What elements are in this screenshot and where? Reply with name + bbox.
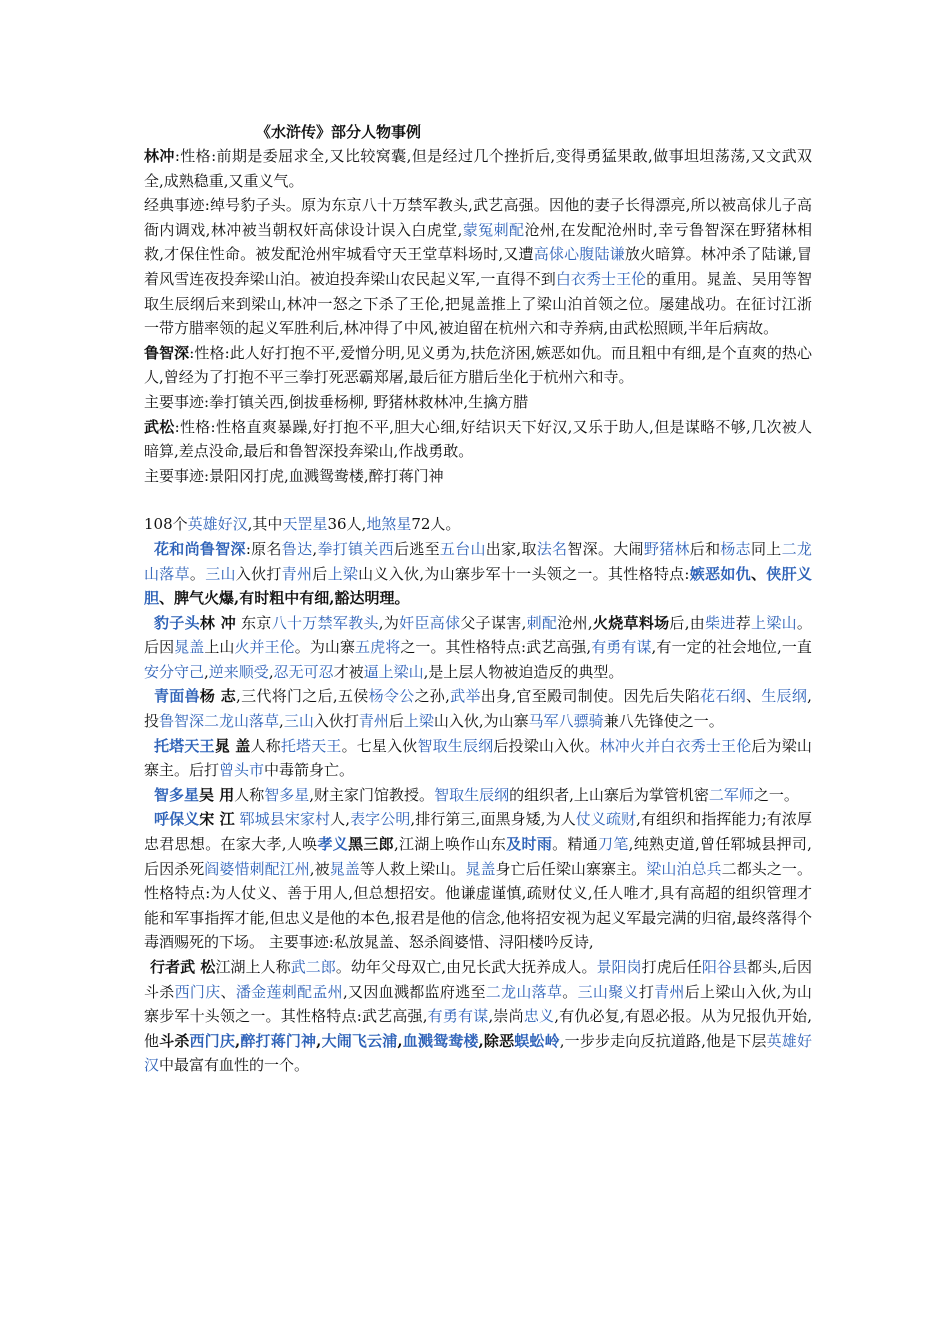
text-run: ,被: [309, 859, 330, 878]
link-text[interactable]: 逼上梁山: [363, 662, 424, 681]
text-run: 72人。: [411, 515, 461, 534]
link-text[interactable]: 白衣秀士王伦: [555, 269, 647, 288]
text-run: ,财主家门馆教授。: [309, 785, 435, 804]
bold-text: 火烧草料场: [592, 613, 670, 632]
link-text[interactable]: 逆来顺受: [208, 662, 269, 681]
text-run: 后: [312, 564, 328, 583]
link-text[interactable]: 上梁: [403, 712, 434, 731]
link-text[interactable]: 阳谷县: [701, 958, 748, 976]
text-run: 出家,取: [485, 539, 537, 558]
link-text[interactable]: 三山: [283, 712, 314, 731]
text-run: ,: [279, 712, 284, 731]
paragraph-wu-song-character: [144, 415, 812, 464]
link-text[interactable]: 生辰纲: [761, 687, 808, 706]
text-run: 。精通: [552, 835, 599, 854]
link-text[interactable]: 有勇有谋: [427, 1007, 489, 1026]
link-text[interactable]: 智取生辰纲: [417, 736, 494, 755]
text-run: 人,: [330, 810, 350, 829]
paragraph-heroes-count: [144, 512, 812, 537]
link-text[interactable]: 林冲火并白衣秀士王伦: [599, 736, 752, 755]
text-run: 打虎后任: [641, 958, 702, 976]
text-run: 、: [220, 982, 236, 1001]
bold-text: ,: [397, 1031, 403, 1050]
text-run: 都头,后因斗杀: [144, 958, 812, 1001]
text-run: 入伙打: [235, 564, 282, 583]
text-run: ,为: [378, 613, 400, 632]
text-run: 等人救上梁山。: [359, 859, 466, 878]
bold-text: 宋 江: [199, 810, 235, 829]
link-text[interactable]: 有勇有谋: [591, 638, 652, 657]
text-run: 。后因: [144, 613, 812, 657]
bold-text: 吴 用: [199, 785, 235, 804]
text-run: ,: [312, 539, 318, 558]
text-run: 。: [562, 982, 578, 1001]
text-run: 沧州,在发配沧州时,幸亏鲁智深在野猪林相救,才保住性命。被发配沧州牢城看守天王堂草料场时,又遭: [144, 220, 812, 264]
text-run: 才被: [333, 662, 364, 681]
link-text[interactable]: 及时雨: [506, 835, 553, 854]
link-text[interactable]: 杨令公: [368, 687, 415, 706]
text-run: ,是上层人物被迫造反的典型。: [423, 662, 624, 681]
text-run: 放火暗算。林冲杀了陆谦,冒着风雪连夜投奔梁山泊。被迫投奔梁山农民起义军,一直得不到: [144, 245, 812, 288]
link-text[interactable]: 五台山: [439, 539, 486, 558]
link-text[interactable]: 晁盖: [329, 859, 360, 878]
paragraph-song-jiang: [144, 807, 812, 955]
text-run: ,有仇必复,有恩必报。从为兄报仇开始,他: [144, 1007, 812, 1050]
link-text[interactable]: 青州: [654, 982, 685, 1001]
link-text[interactable]: 郓城县宋家村: [239, 810, 331, 829]
text-run: 身亡后任梁山寨寨主。: [495, 859, 647, 878]
text-run: 的组织者,上山寨后为掌管机密: [509, 785, 709, 804]
text-run: 后: [388, 712, 404, 731]
text-run: 江湖上人称: [215, 958, 291, 976]
text-run: 之孙,: [414, 687, 450, 706]
text-run: ,江湖上唤作山东: [393, 835, 507, 854]
text-run: ,有一定的社会地位,一直: [651, 638, 812, 657]
text-run: 之一。: [753, 785, 799, 804]
text-run: ,崇尚: [488, 1007, 524, 1026]
text-run: 后和: [689, 539, 721, 558]
link-text[interactable]: 二龙山落草: [485, 982, 563, 1001]
bold-text: 武松: [144, 417, 175, 436]
link-text[interactable]: 武二郎: [290, 958, 336, 976]
link-text[interactable]: 表字公明: [349, 810, 411, 829]
text-run: 后投梁山入伙。: [493, 736, 600, 755]
link-text[interactable]: 上梁山: [751, 613, 797, 632]
paragraph-yang-zhi: [144, 684, 812, 733]
text-run: ,有组织和指挥能力;有浓厚忠君思想。在家大孝,人唤: [144, 810, 812, 854]
link-text[interactable]: 托塔天王: [154, 736, 215, 755]
text-run: 之一。其性格特点:武艺高强,: [400, 638, 592, 657]
link-text[interactable]: 西门庆: [189, 1031, 235, 1050]
text-run: 人称: [234, 785, 265, 804]
text-run: 108个: [144, 515, 188, 534]
section-heroes: [144, 512, 812, 1078]
bold-text: ,: [316, 1031, 322, 1050]
text-run: 入伙打: [313, 712, 359, 731]
link-text[interactable]: 柴进: [705, 613, 736, 632]
text-run: 沧州,: [557, 613, 593, 632]
bold-text: ,: [234, 1031, 241, 1050]
text-run: 中毒箭身亡。: [264, 761, 355, 780]
text-run: 兼八先锋使之一。: [603, 712, 724, 731]
text-run: 后为梁山寨主。后打: [144, 736, 812, 780]
text-run: 中最富有血性的一个。: [159, 1056, 310, 1075]
link-text[interactable]: 蒙冤刺配: [462, 220, 525, 239]
bold-text: ,除恶: [478, 1031, 515, 1050]
text-run: 山义入伙,为山寨步军十一头领之一。其性格特点:: [358, 564, 690, 583]
link-text[interactable]: 花石纲: [700, 687, 746, 706]
link-text[interactable]: 智多星: [154, 785, 200, 804]
text-run: 二都头之一。性格特点:为人仗义、善于用人,但总想招安。他谦虚谨慎,疏财仗义,任人唯才,具有高超的组织管理才能和军事指挥才能,但忠义是他的本色,报君是他的信念,他将招安视为起义军最完满的归宿,最终落得个毒酒赐死的下场。 主要事迹:私放晁盖、怒杀阎婆惜、浔阳楼吟反诗,: [144, 859, 812, 952]
text-run: 主要事迹:景阳冈打虎,血溅鸳鸯楼,醉打蒋门神: [144, 466, 444, 485]
link-text[interactable]: 刀笔: [598, 835, 629, 854]
link-text[interactable]: 三山: [205, 564, 236, 583]
link-text[interactable]: 火并王伦: [234, 638, 295, 657]
link-text[interactable]: 豹子头: [154, 613, 200, 632]
document-title: 《水浒传》部分人物事例: [256, 123, 422, 141]
text-run: ,三代将门之后,五侯: [236, 687, 369, 706]
paragraph-wu-song-deeds: [144, 464, 812, 489]
link-text[interactable]: 八十万禁军教头: [271, 613, 379, 632]
bold-text: 鲁智深: [144, 343, 190, 362]
text-run: 后上梁山入伙,为山寨步军十头领之一。其性格特点:武艺高强,: [144, 982, 812, 1026]
link-text[interactable]: 托塔天王: [280, 736, 342, 755]
text-run: 后,由: [669, 613, 706, 632]
link-text[interactable]: 马军八骠骑: [528, 712, 604, 731]
link-text[interactable]: 上梁: [327, 564, 359, 583]
bold-text: 行者武 松: [150, 958, 216, 976]
text-run: ,纯熟吏道,曾任郓城县押司,后因杀死: [144, 835, 812, 878]
link-text[interactable]: 大闹飞云浦: [321, 1031, 398, 1050]
bold-text: 、: [750, 564, 767, 583]
paragraph-lin-chong: [144, 611, 812, 685]
link-text[interactable]: 高俅心腹陆谦: [533, 245, 625, 264]
link-text[interactable]: 武举: [449, 687, 481, 706]
text-run: ,投: [144, 687, 812, 731]
text-run: 东京: [236, 613, 272, 632]
paragraph-lu-zhishen-character: [144, 341, 812, 390]
link-text[interactable]: 阎婆惜刺配江州: [204, 859, 310, 878]
text-run: 人称: [250, 736, 281, 755]
bold-text: 晁 盖: [214, 736, 251, 755]
text-run: 。为山寨: [294, 638, 356, 657]
link-text[interactable]: 智取生辰纲: [434, 785, 510, 804]
paragraph-lin-chong-character: [144, 144, 812, 193]
link-text[interactable]: 青面兽: [154, 687, 200, 706]
link-text[interactable]: 鲁智深二龙山落草: [159, 712, 280, 731]
link-text[interactable]: 孝义: [317, 835, 349, 854]
link-text[interactable]: 西门庆: [174, 982, 221, 1001]
link-text[interactable]: 刺配: [526, 613, 558, 632]
text-run: ,一步步走向反抗道路,他是下层: [559, 1031, 767, 1050]
text-run: ,其中: [247, 515, 283, 534]
link-text[interactable]: 青州: [281, 564, 313, 583]
text-run: 山入伙,为山寨: [433, 712, 529, 731]
link-text[interactable]: 醉打蒋门神: [240, 1031, 317, 1050]
text-run: 打: [638, 982, 655, 1001]
link-text[interactable]: 侠肝义胆: [144, 564, 812, 608]
text-run: 智深。大闹: [567, 539, 644, 558]
document-page: [144, 120, 812, 1078]
paragraph-chao-gai: [144, 734, 812, 783]
text-run: 。幼年父母双亡,由兄长武大抚养成人。: [335, 958, 597, 976]
text-run: :原名: [245, 539, 282, 558]
link-text[interactable]: 天罡星: [282, 515, 328, 534]
link-text[interactable]: 青州: [358, 712, 389, 731]
link-text[interactable]: 杨志: [720, 539, 751, 558]
link-text[interactable]: 蜈蚣岭: [514, 1031, 560, 1050]
text-run: ,: [204, 662, 209, 681]
text-run: 同上: [750, 539, 782, 558]
link-text[interactable]: 嫉恶如仇: [689, 564, 751, 583]
link-text[interactable]: 拳打镇关西: [317, 539, 394, 558]
link-text[interactable]: 法名: [536, 539, 568, 558]
text-run: 。: [189, 564, 206, 583]
bold-text: 黑三郎: [348, 835, 394, 854]
text-run: :性格:性格直爽暴躁,好打抱不平,胆大心细,好结识天下好汉,又乐于助人,但是谋略不够,几次被人暗算,差点没命,最后和鲁智深投奔梁山,作战勇敢。: [144, 417, 812, 461]
bold-text: 、脾气火爆,有时粗中有细,豁达明理。: [159, 589, 410, 608]
text-run: 经典事迹:绰号豹子头。原为东京八十万禁军教头,武艺高强。因他的妻子长得漂亮,所以被高俅儿子高衙内调戏,林冲被当朝权奸高俅设计误入白虎堂,: [144, 196, 812, 239]
link-text[interactable]: 二军师: [708, 785, 754, 804]
link-text[interactable]: 鲁达: [281, 539, 313, 558]
link-text[interactable]: 地煞星: [366, 515, 412, 534]
text-run: 的重用。晁盖、吴用等智取生辰纲后来到梁山,林冲一怒之下杀了王伦,把晁盖推上了梁山泊首领之位。屡建战功。在征讨江浙一带方腊率领的起义军胜利后,林冲得了中风,被迫留在杭州六和寺养病,由武松照顾,半年后病故。: [144, 269, 812, 338]
link-text[interactable]: 智多星: [264, 785, 310, 804]
link-text[interactable]: 三山聚义: [577, 982, 639, 1001]
link-text[interactable]: 五虎将: [355, 638, 401, 657]
text-run: :性格:此人好打抱不平,爱憎分明,见义勇为,扶危济困,嫉恶如仇。而且粗中有细,是个直爽的热心人,曾经为了打抱不平三拳打死恶霸郑屠,最后征方腊后坐化于杭州六和寺。: [144, 343, 812, 387]
link-text[interactable]: 奸臣高俅: [399, 613, 461, 632]
bold-text: 林冲: [144, 147, 175, 165]
text-run: 上山: [204, 638, 235, 657]
text-run: 主要事迹:拳打镇关西,倒拔垂杨柳, 野猪林救林冲,生擒方腊: [144, 392, 529, 411]
text-run: 后逃至: [393, 539, 440, 558]
link-text[interactable]: 景阳岗: [596, 958, 642, 976]
paragraph-lu-zhishen: [144, 537, 812, 611]
link-text[interactable]: 梁山泊总兵: [646, 859, 722, 878]
paragraph-lu-zhishen-deeds: [144, 390, 812, 415]
text-run: 36人,: [327, 515, 367, 534]
link-text[interactable]: 晁盖: [465, 859, 496, 878]
bold-text: 林 冲: [199, 613, 237, 632]
text-run: :性格:前期是委屈求全,又比较窝囊,但是经过几个挫折后,变得勇猛果敢,做事坦坦荡荡,又文武双全,成熟稳重,又重义气。: [144, 147, 812, 190]
text-run: 、: [745, 687, 762, 706]
text-run: 荐: [735, 613, 752, 632]
link-text[interactable]: 二龙山落草: [144, 539, 812, 583]
paragraph-wu-song: [144, 955, 812, 1078]
link-text[interactable]: 忠义: [523, 1007, 555, 1026]
text-run: ,又因血溅都监府逃至: [342, 982, 486, 1001]
text-run: 出身,官至殿司制使。因先后失陷: [480, 687, 701, 706]
text-run: ,排行第三,面黑身矮,为人: [410, 810, 576, 829]
section-character-overview: [144, 144, 812, 488]
link-text[interactable]: 仗义疏财: [575, 810, 637, 829]
link-text[interactable]: 血溅鸳鸯楼: [402, 1031, 479, 1050]
paragraph-wu-yong: [144, 783, 812, 808]
link-text[interactable]: 英雄好汉: [187, 515, 248, 534]
link-text[interactable]: 忍无可忍: [273, 662, 334, 681]
link-text[interactable]: 呼保义: [154, 810, 200, 829]
text-run: 父子谋害,: [460, 613, 527, 632]
link-text[interactable]: 安分守己: [144, 662, 205, 681]
link-text[interactable]: 花和尚鲁智深: [154, 539, 246, 558]
link-text[interactable]: 曾头市: [219, 761, 265, 780]
link-text[interactable]: 英雄好汉: [144, 1031, 812, 1075]
link-text[interactable]: 潘金莲刺配孟州: [235, 982, 343, 1001]
bold-text: 杨 志: [199, 687, 237, 706]
link-text[interactable]: 晁盖: [174, 638, 205, 657]
text-run: 。七星入伙: [341, 736, 418, 755]
paragraph-lin-chong-deeds: [144, 193, 812, 341]
link-text[interactable]: 野猪林: [643, 539, 690, 558]
bold-text: 斗杀: [159, 1031, 190, 1050]
text-run: ,: [268, 662, 274, 681]
